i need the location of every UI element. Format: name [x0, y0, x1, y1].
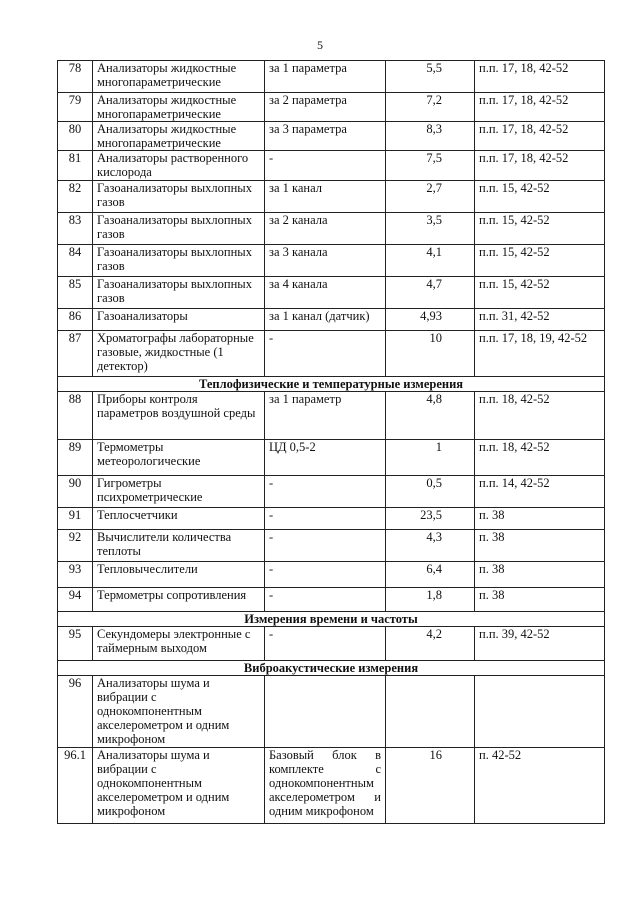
instrument-name: Анализаторы жидкостные многопараметрические [93, 61, 265, 93]
parameter: за 1 параметра [265, 61, 386, 93]
parameter: ЦД 0,5-2 [265, 440, 386, 476]
parameter: - [265, 476, 386, 508]
reference: п. 42-52 [475, 748, 605, 824]
parameter: за 2 параметра [265, 93, 386, 122]
row-number: 79 [58, 93, 93, 122]
value: 1,8 [386, 588, 475, 612]
value: 3,5 [386, 213, 475, 245]
value: 7,5 [386, 151, 475, 181]
table-row [58, 627, 605, 661]
row-number: 93 [58, 562, 93, 588]
section-title: Теплофизические и температурные измерения [58, 377, 605, 392]
parameter: за 2 канала [265, 213, 386, 245]
section-title: Виброакустические измерения [58, 661, 605, 676]
table-row [58, 508, 605, 530]
parameter: - [265, 562, 386, 588]
parameter: Базовый блок в комплекте с однокомпонентным акселерометром и одним микрофоном [265, 748, 386, 824]
value: 1 [386, 440, 475, 476]
reference: п.п. 17, 18, 19, 42-52 [475, 331, 605, 377]
reference: п.п. 14, 42-52 [475, 476, 605, 508]
parameter: - [265, 151, 386, 181]
reference: п.п. 17, 18, 42-52 [475, 151, 605, 181]
reference: п.п. 39, 42-52 [475, 627, 605, 661]
table-row [58, 151, 605, 181]
reference: п. 38 [475, 562, 605, 588]
instrument-name: Гигрометры психрометрические [93, 476, 265, 508]
instrument-name: Секундомеры электронные с таймерным выходом [93, 627, 265, 661]
instrument-name: Хроматографы лабораторные газовые, жидкостные (1 детектор) [93, 331, 265, 377]
reference: п.п. 15, 42-52 [475, 213, 605, 245]
parameter: за 1 канал [265, 181, 386, 213]
reference: п.п. 17, 18, 42-52 [475, 61, 605, 93]
instrument-name: Анализаторы растворенного кислорода [93, 151, 265, 181]
row-number: 92 [58, 530, 93, 562]
row-number: 78 [58, 61, 93, 93]
parameter: - [265, 508, 386, 530]
reference: п.п. 15, 42-52 [475, 245, 605, 277]
row-number: 80 [58, 122, 93, 151]
table-row [58, 93, 605, 122]
reference: п. 38 [475, 508, 605, 530]
row-number: 84 [58, 245, 93, 277]
instrument-name: Вычислители количества теплоты [93, 530, 265, 562]
row-number: 81 [58, 151, 93, 181]
row-number: 96.1 [58, 748, 93, 824]
value: 23,5 [386, 508, 475, 530]
row-number: 95 [58, 627, 93, 661]
price-table-body [58, 61, 605, 824]
table-row [58, 440, 605, 476]
value: 0,5 [386, 476, 475, 508]
table-row [58, 748, 605, 824]
value: 8,3 [386, 122, 475, 151]
instrument-name: Термометры сопротивления [93, 588, 265, 612]
reference: п.п. 18, 42-52 [475, 440, 605, 476]
value: 7,2 [386, 93, 475, 122]
value: 5,5 [386, 61, 475, 93]
value: 4,8 [386, 392, 475, 440]
section-header-row [58, 612, 605, 627]
table-row [58, 61, 605, 93]
section-header-row [58, 661, 605, 676]
row-number: 82 [58, 181, 93, 213]
row-number: 85 [58, 277, 93, 309]
reference: п. 38 [475, 530, 605, 562]
parameter: - [265, 530, 386, 562]
reference: п.п. 15, 42-52 [475, 181, 605, 213]
row-number: 94 [58, 588, 93, 612]
row-number: 91 [58, 508, 93, 530]
parameter: - [265, 627, 386, 661]
value: 2,7 [386, 181, 475, 213]
instrument-name: Анализаторы шума и вибрации с однокомпонентным акселерометром и одним микрофоном [93, 748, 265, 824]
reference [475, 676, 605, 748]
value: 4,2 [386, 627, 475, 661]
value: 6,4 [386, 562, 475, 588]
parameter: за 1 параметр [265, 392, 386, 440]
row-number: 87 [58, 331, 93, 377]
table-row [58, 530, 605, 562]
value: 16 [386, 748, 475, 824]
table-row [58, 245, 605, 277]
row-number: 86 [58, 309, 93, 331]
instrument-name: Газоанализаторы выхлопных газов [93, 245, 265, 277]
page-number: 5 [317, 38, 323, 52]
section-header-row [58, 377, 605, 392]
reference: п.п. 17, 18, 42-52 [475, 122, 605, 151]
parameter: за 1 канал (датчик) [265, 309, 386, 331]
table-row [58, 676, 605, 748]
row-number: 89 [58, 440, 93, 476]
value: 4,7 [386, 277, 475, 309]
parameter [265, 676, 386, 748]
parameter: за 3 канала [265, 245, 386, 277]
parameter: - [265, 588, 386, 612]
reference: п.п. 17, 18, 42-52 [475, 93, 605, 122]
instrument-name: Анализаторы шума и вибрации с однокомпонентным акселерометром и одним микрофоном [93, 676, 265, 748]
instrument-name: Анализаторы жидкостные многопараметрические [93, 93, 265, 122]
row-number: 83 [58, 213, 93, 245]
row-number: 90 [58, 476, 93, 508]
table-row [58, 181, 605, 213]
table-row [58, 122, 605, 151]
section-title: Измерения времени и частоты [58, 612, 605, 627]
value: 4,1 [386, 245, 475, 277]
value: 4,93 [386, 309, 475, 331]
instrument-name: Тепловычеслители [93, 562, 265, 588]
reference: п. 38 [475, 588, 605, 612]
table-row [58, 309, 605, 331]
instrument-name: Газоанализаторы выхлопных газов [93, 213, 265, 245]
table-row [58, 476, 605, 508]
row-number: 88 [58, 392, 93, 440]
parameter: за 4 канала [265, 277, 386, 309]
value: 4,3 [386, 530, 475, 562]
instrument-name: Газоанализаторы выхлопных газов [93, 181, 265, 213]
instrument-name: Газоанализаторы выхлопных газов [93, 277, 265, 309]
value: 10 [386, 331, 475, 377]
table-row [58, 392, 605, 440]
reference: п.п. 15, 42-52 [475, 277, 605, 309]
value [386, 676, 475, 748]
instrument-name: Приборы контроля параметров воздушной среды [93, 392, 265, 440]
table-row [58, 588, 605, 612]
table-row [58, 277, 605, 309]
table-row [58, 213, 605, 245]
parameter: за 3 параметра [265, 122, 386, 151]
parameter: - [265, 331, 386, 377]
instrument-name: Термометры метеорологические [93, 440, 265, 476]
reference: п.п. 18, 42-52 [475, 392, 605, 440]
reference: п.п. 31, 42-52 [475, 309, 605, 331]
price-table [57, 60, 605, 824]
table-row [58, 562, 605, 588]
instrument-name: Анализаторы жидкостные многопараметрические [93, 122, 265, 151]
instrument-name: Газоанализаторы [93, 309, 265, 331]
row-number: 96 [58, 676, 93, 748]
instrument-name: Теплосчетчики [93, 508, 265, 530]
table-row [58, 331, 605, 377]
